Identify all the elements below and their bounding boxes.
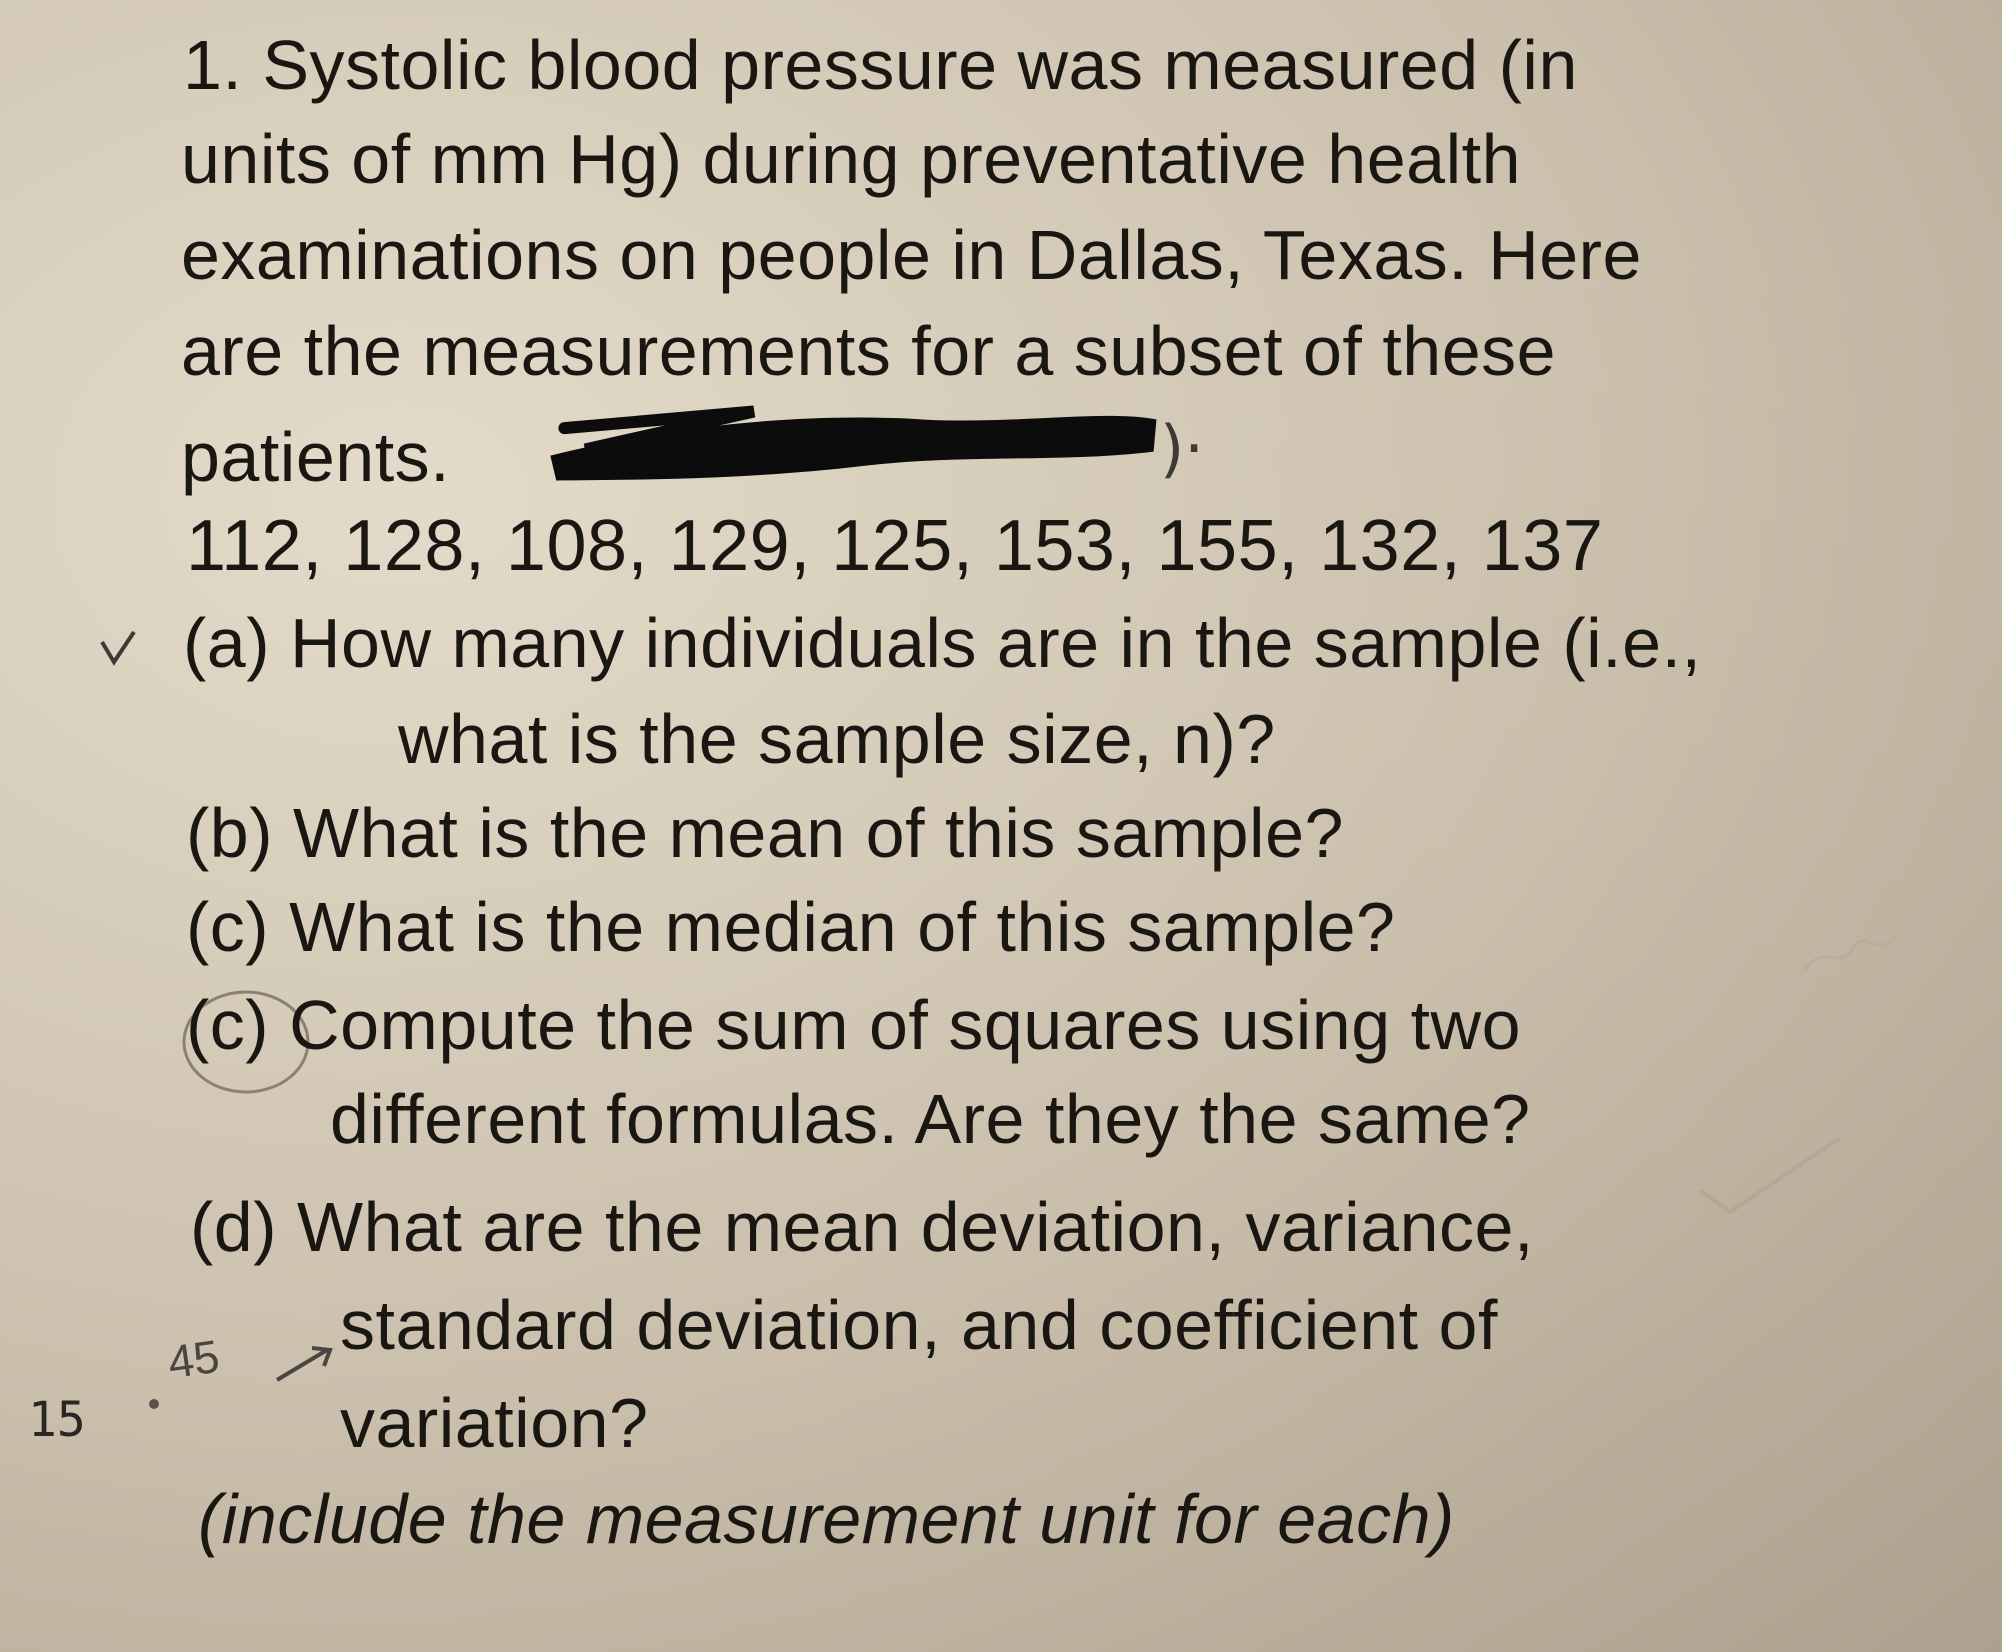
measurement-list: 112, 128, 108, 129, 125, 153, 155, 132, 137 [186, 506, 1604, 586]
problem-line-3: examinations on people in Dallas, Texas. Here [181, 216, 1642, 294]
question-d-line-1: (d) What are the mean deviation, variance, [190, 1188, 1534, 1266]
question-c-median: (c) What is the median of this sample? [186, 888, 1396, 966]
faint-pencil-mark [1800, 920, 1900, 980]
question-d-line-3: variation? [340, 1384, 649, 1462]
arrow-mark-icon [272, 1340, 342, 1390]
problem-line-4: are the measurements for a subset of these [181, 312, 1557, 390]
redaction-scribble [544, 389, 1166, 491]
problem-line-1: 1. Systolic blood pressure was measured (in [183, 26, 1578, 104]
question-a-line-1: (a) How many individuals are in the sample (i.e., [183, 604, 1702, 682]
handwritten-page-number: 15 [28, 1392, 86, 1448]
problem-line-5: patients. [181, 418, 451, 496]
faint-check-mark-icon [1690, 1130, 1850, 1220]
check-mark-icon [98, 628, 138, 668]
question-a-line-2: what is the sample size, n)? [398, 700, 1276, 778]
question-c-sum-of-squares-line-1: (c) Compute the sum of squares using two [186, 986, 1522, 1064]
problem-line-2: units of mm Hg) during preventative health [181, 120, 1521, 198]
question-c-sum-of-squares-line-2: different formulas. Are they the same? [330, 1080, 1531, 1158]
pencil-dot-mark [144, 1394, 164, 1414]
unit-instruction: (include the measurement unit for each) [198, 1480, 1455, 1558]
handwritten-margin-note: 45 [164, 1329, 223, 1389]
pen-bracket-mark: )· [1160, 412, 1204, 485]
question-b: (b) What is the mean of this sample? [186, 794, 1344, 872]
question-d-line-2: standard deviation, and coefficient of [340, 1286, 1498, 1364]
